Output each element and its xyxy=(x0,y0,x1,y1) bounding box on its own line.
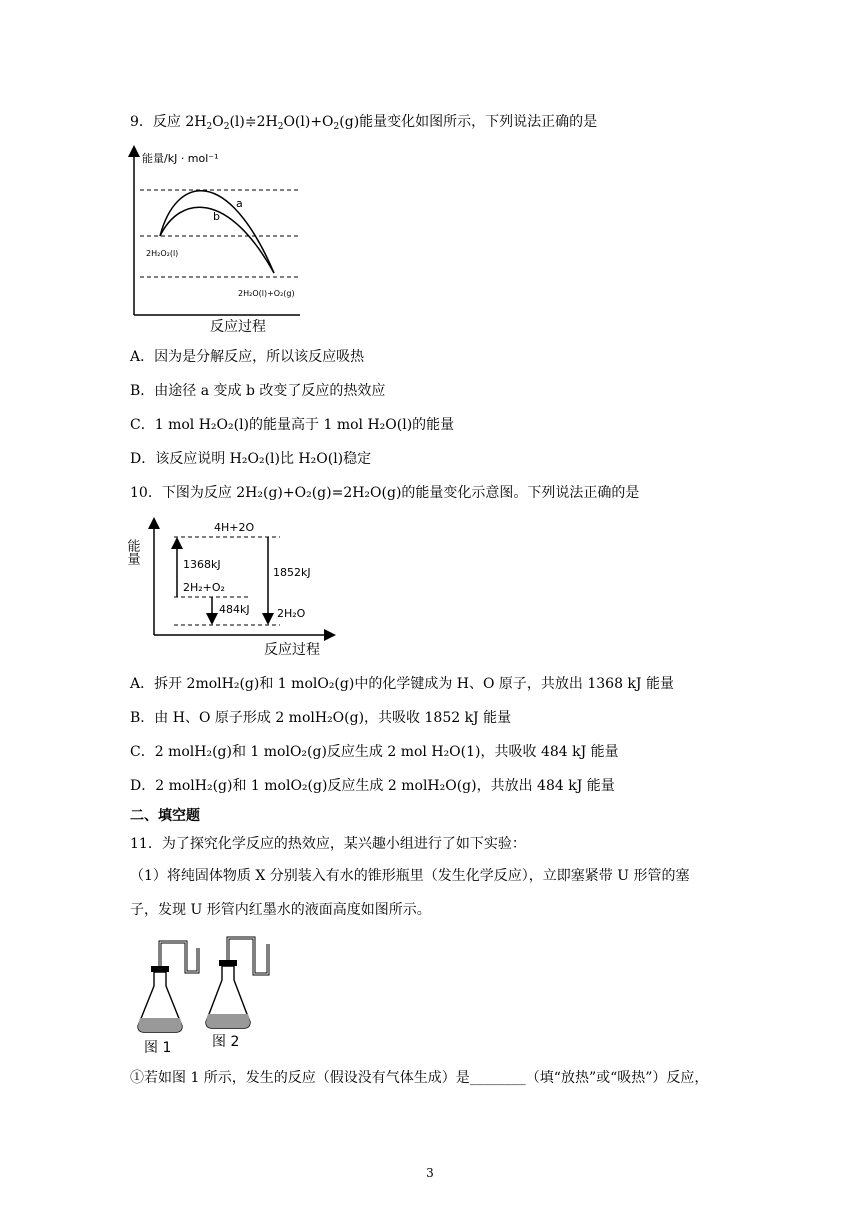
q10-x-label: 反应过程 xyxy=(264,642,320,658)
q9-stem-part: (g)能量变化如图所示，下列说法正确的是 xyxy=(339,114,598,130)
q9-number: 9． xyxy=(130,114,153,130)
q11-sub1: ①若如图 1 所示，发生的反应（假设没有气体生成）是________（填“放热”或“吸热”）反应， xyxy=(130,1070,709,1086)
q9-curve-b-label: b xyxy=(213,210,220,223)
q10-stem: 10．下图为反应 2H₂(g)+O₂(g)=2H₂O(g)的能量变化示意图。下列说法正确的是 xyxy=(130,485,640,501)
q10-energy-diagram xyxy=(124,517,340,659)
q9-stem-part: (l)≑2H xyxy=(229,114,278,130)
section-title: 二、填空题 xyxy=(130,808,200,824)
q9-stem-sub: 2 xyxy=(333,122,340,132)
q9-energy-diagram xyxy=(128,145,308,335)
q10-option-a: A．拆开 2molH₂(g)和 1 molO₂(g)中的化学键成为 H、O 原子，共放出 1368 kJ 能量 xyxy=(130,676,674,692)
q9-curve-a-label: a xyxy=(236,197,243,210)
q10-right-label: 1852kJ xyxy=(273,566,311,579)
q9-option-d: D．该反应说明 H₂O₂(l)比 H₂O(l)稳定 xyxy=(130,451,372,467)
flask-2 xyxy=(206,938,268,1028)
q9-option-c: C．1 mol H₂O₂(l)的能量高于 1 mol H₂O(l)的能量 xyxy=(130,417,455,433)
q9-stem xyxy=(130,112,597,132)
q10-product-label: 2H₂O xyxy=(277,607,306,620)
q10-reactant-label: 2H₂+O₂ xyxy=(183,581,225,594)
q11-part1-line1: （1）将纯固体物质 X 分别装入有水的锥形瓶里（发生化学反应），立即塞紧带 U 形管的塞 xyxy=(130,868,690,884)
q9-reactant-label: 2H₂O₂(l) xyxy=(146,249,179,258)
q10-option-c: C．2 molH₂(g)和 1 molO₂(g)反应生成 2 mol H₂O(1)，共吸收 484 kJ 能量 xyxy=(130,744,619,760)
q10-left-label: 1368kJ xyxy=(183,558,221,571)
q9-stem-part: O xyxy=(212,114,224,130)
q9-stem-part: O(l)+O xyxy=(283,114,334,130)
q9-stem-sub: 2 xyxy=(223,122,230,132)
q9-option-b: B．由途径 a 变成 b 改变了反应的热效应 xyxy=(130,383,386,399)
q10-top-label: 4H+2O xyxy=(214,521,255,534)
q9-stem-sub: 2 xyxy=(277,122,284,132)
q11-stem: 11．为了探究化学反应的热效应，某兴趣小组进行了如下实验： xyxy=(130,836,526,852)
q10-option-b: B．由 H、O 原子形成 2 molH₂O(g)，共吸收 1852 kJ 能量 xyxy=(130,710,512,726)
fig1-label: 图 1 xyxy=(144,1040,172,1056)
q10-mid-label: 484kJ xyxy=(219,603,250,616)
fig2-label: 图 2 xyxy=(212,1034,240,1050)
q9-stem-part: 反应 2H xyxy=(152,114,207,130)
page-number: 3 xyxy=(426,1166,434,1180)
q10-option-d: D．2 molH₂(g)和 1 molO₂(g)反应生成 2 molH₂O(g)，共放出 484 kJ 能量 xyxy=(130,778,615,794)
q9-curve-a xyxy=(160,191,274,273)
q11-part1-line2: 子，发现 U 形管内红墨水的液面高度如图所示。 xyxy=(130,902,431,918)
q9-option-a: A．因为是分解反应，所以该反应吸热 xyxy=(130,349,365,365)
q9-y-label: 能量/kJ · mol⁻¹ xyxy=(142,152,219,165)
q9-product-label: 2H₂O(l)+O₂(g) xyxy=(238,289,295,298)
flask-1 xyxy=(138,942,198,1032)
q11-flask-figure xyxy=(134,934,284,1058)
q9-x-label: 反应过程 xyxy=(210,319,266,335)
q9-stem-sub: 2 xyxy=(206,122,213,132)
q10-y-label: 能量 xyxy=(124,539,140,565)
